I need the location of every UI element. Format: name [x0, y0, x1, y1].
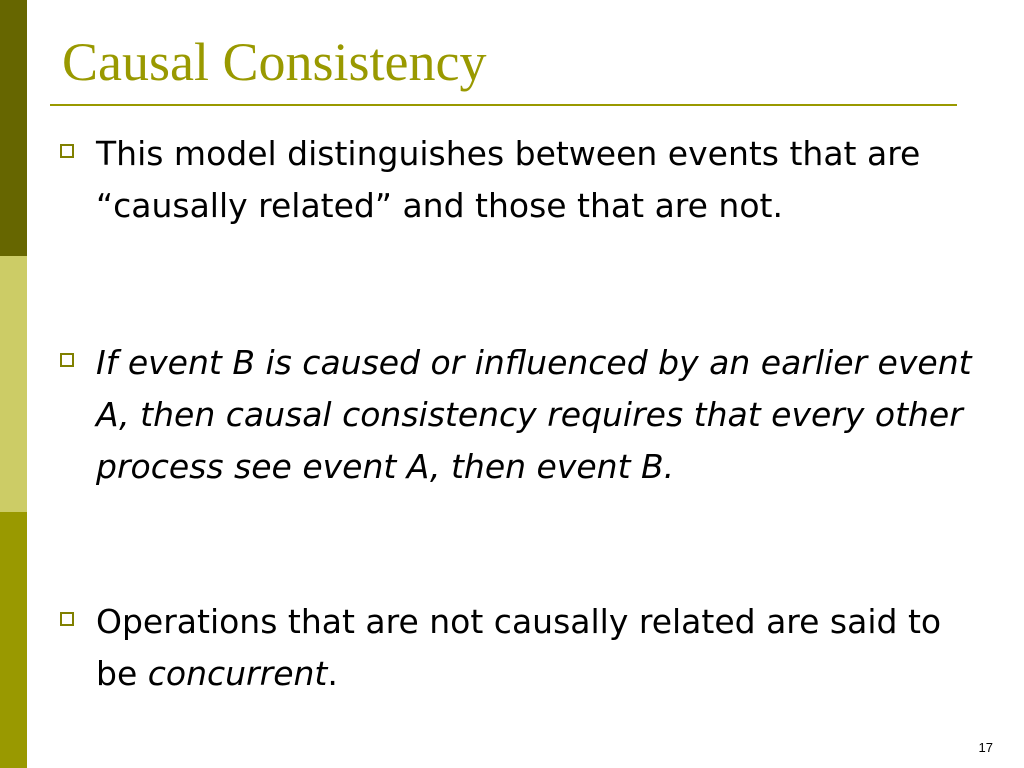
square-bullet-icon — [60, 144, 74, 158]
bullet-text — [96, 596, 982, 700]
bullet-text-emphasis: concurrent — [147, 654, 328, 693]
square-bullet-icon — [60, 353, 74, 367]
slide-title: Causal Consistency — [62, 32, 487, 92]
bullet-text-lead: Operations that are not causally related are said to be — [96, 602, 942, 693]
bullet-text-italic: If event B is caused or influenced by an earlier event A, then causal consistency requires that every other process see event A, then event B. — [96, 343, 972, 486]
sidebar-stripe-top — [0, 0, 27, 256]
sidebar-stripe-bottom — [0, 512, 27, 768]
page-number: 17 — [978, 740, 993, 755]
bullet-item — [57, 337, 982, 493]
bullet-text: This model distinguishes between events that are “causally related” and those that are not. — [96, 134, 921, 225]
title-underline — [50, 104, 957, 106]
sidebar-stripe-middle — [0, 256, 27, 512]
square-bullet-icon — [60, 612, 74, 626]
bullet-item — [57, 128, 982, 232]
bullet-text — [96, 337, 982, 493]
bullet-item — [57, 596, 982, 700]
bullet-text-tail: . — [327, 654, 338, 693]
